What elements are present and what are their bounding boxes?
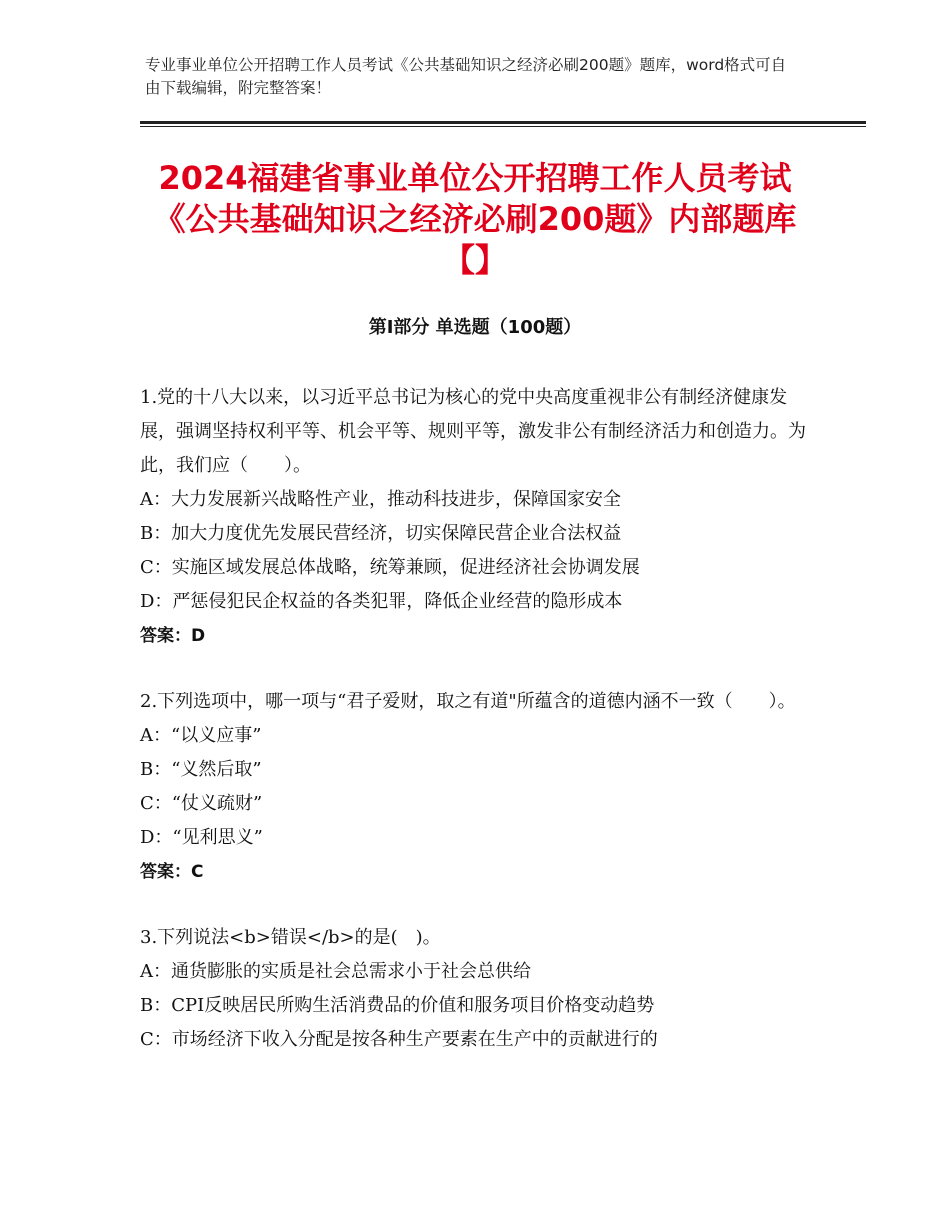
question-stem: 2.下列选项中，哪一项与“君子爱财，取之有道"所蕴含的道德内涵不一致（ ）。 [140,691,796,712]
header-rule-thin [140,126,866,127]
question-1 [140,381,820,653]
option-a: A：大力发展新兴战略性产业，推动科技进步，保障国家安全 [140,489,621,510]
option-a: A：通货膨胀的实质是社会总需求小于社会总供给 [140,961,531,982]
answer-label: 答案：C [140,862,204,882]
section-title: 第I部分 单选题（100题） [368,317,582,338]
option-a: A：“以义应事” [140,725,262,746]
question-3 [140,921,820,1057]
option-d: D：严惩侵犯民企权益的各类犯罪，降低企业经营的隐形成本 [140,591,623,612]
option-c: C：实施区域发展总体战略，统筹兼顾，促进经济社会协调发展 [140,557,640,578]
document-title: 2024福建省事业单位公开招聘工作人员考试《公共基础知识之经济必刷200题》内部题库【】 [153,159,797,279]
question-2 [140,685,820,889]
question-stem: 1.党的十八大以来，以习近平总书记为核心的党中央高度重视非公有制经济健康发展，强调坚持权利平等、机会平等、规则平等，激发非公有制经济活力和创造力。为此，我们应（ ）。 [140,387,806,476]
header-note: 专业事业单位公开招聘工作人员考试《公共基础知识之经济必刷200题》题库，word格式可自由下载编辑，附完整答案！ [145,56,787,97]
question-stem: 3.下列说法<b>错误</b>的是( )。 [140,927,441,948]
option-b: B：CPI反映居民所购生活消费品的价值和服务项目价格变动趋势 [140,995,655,1016]
option-d: D：“见利思义” [140,827,263,848]
answer-label: 答案：D [140,626,206,646]
option-c: C：“仗义疏财” [140,793,263,814]
option-b: B：“义然后取” [140,759,262,780]
question-list [140,381,820,1089]
header-rule-thick [140,121,866,124]
option-b: B：加大力度优先发展民营经济，切实保障民营企业合法权益 [140,523,622,544]
option-c: C：市场经济下收入分配是按各种生产要素在生产中的贡献进行的 [140,1029,658,1050]
